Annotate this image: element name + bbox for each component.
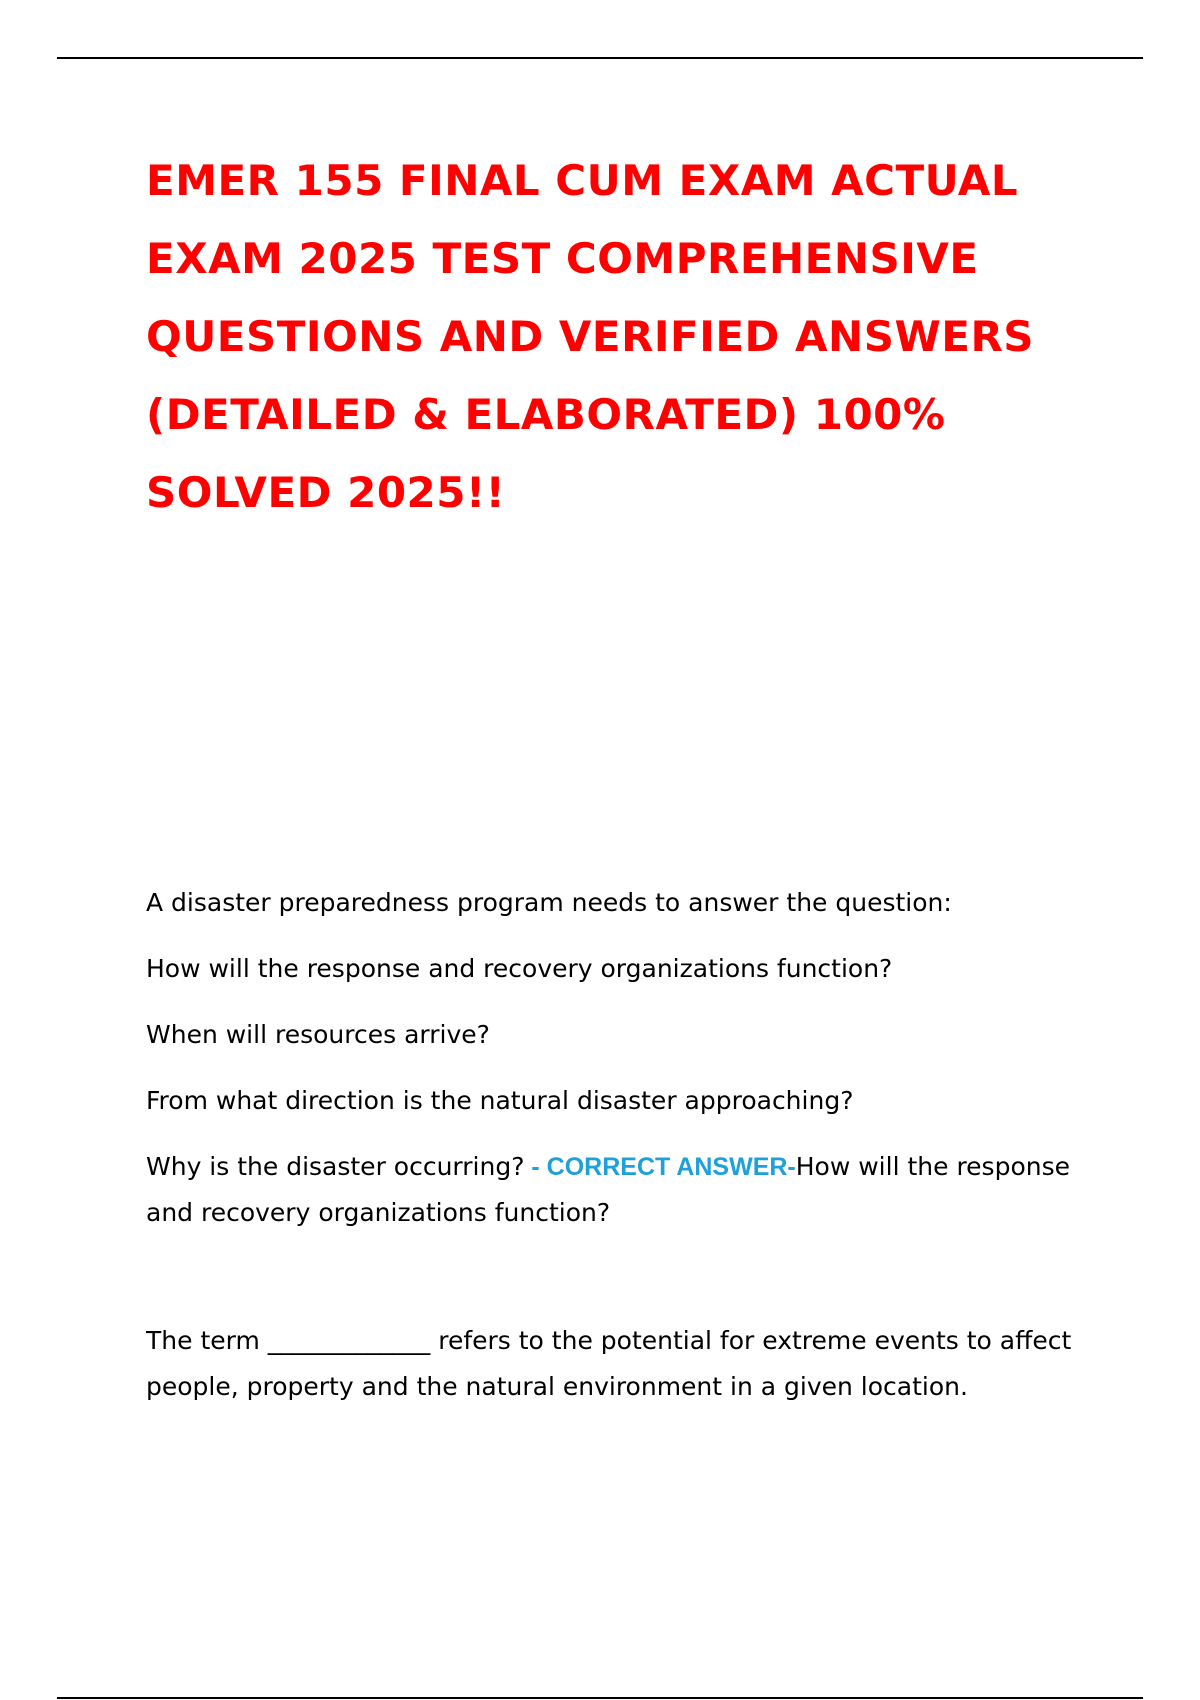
option-1: How will the response and recovery organizations function?: [146, 954, 893, 983]
option-3: From what direction is the natural disaster approaching?: [146, 1086, 854, 1115]
question-2-text: The term _____________ refers to the potential for extreme events to affect people, property and the natural environment in a given location.: [146, 1326, 1072, 1401]
document-title: EMER 155 FINAL CUM EXAM ACTUAL EXAM 2025 TEST COMPREHENSIVE QUESTIONS AND VERIFIED ANSWERS (DETAILED & ELABORATED) 100% SOLVED 2025!!: [146, 156, 1035, 517]
option-4-with-answer: [146, 1144, 1086, 1227]
question-prompt: A disaster preparedness program needs to answer the question:: [146, 888, 952, 917]
bottom-divider: [57, 1697, 1143, 1699]
question-block-2: [146, 1318, 1086, 1410]
correct-answer-text: How will the response and recovery organizations function?: [146, 1152, 1070, 1227]
top-divider: [57, 57, 1143, 59]
option-2: When will resources arrive?: [146, 1020, 490, 1049]
correct-answer-label: - CORRECT ANSWER-: [524, 1153, 796, 1181]
question-block-1: [146, 880, 1086, 1227]
option-4: Why is the disaster occurring?: [146, 1152, 525, 1181]
